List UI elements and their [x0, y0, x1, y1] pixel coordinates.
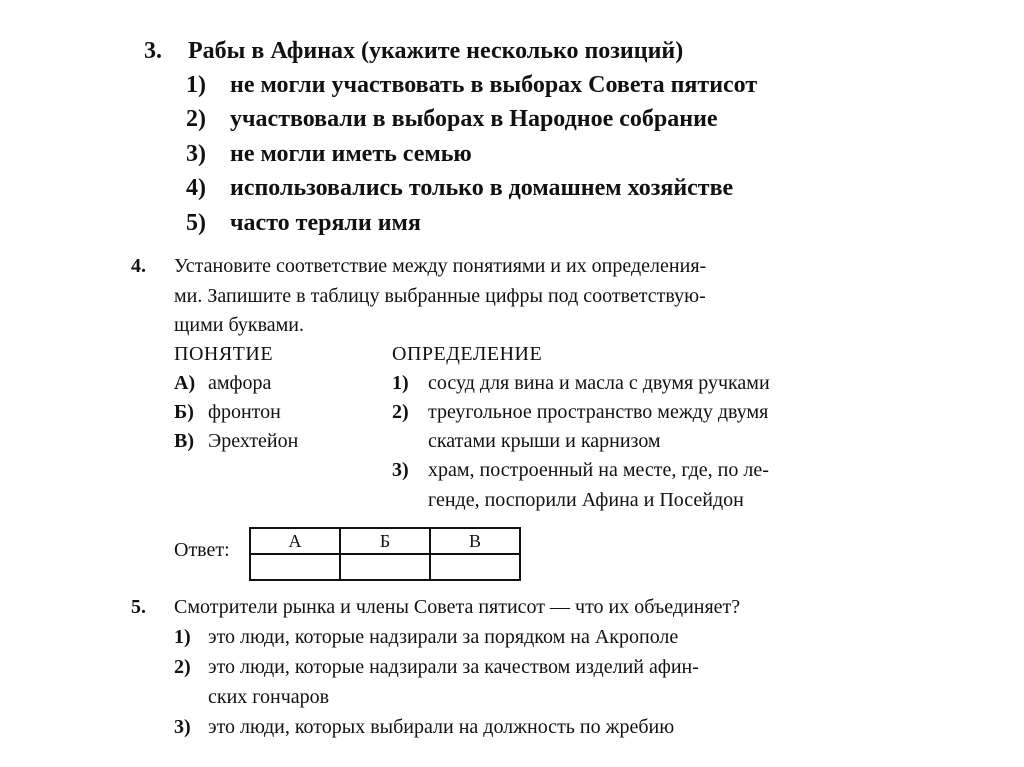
option-text: это люди, которые надзирали за качеством изделий афин- — [208, 656, 699, 678]
answer-cell-v[interactable] — [430, 554, 520, 580]
option-number: 3) — [174, 716, 191, 738]
question-5-title: Смотрители рынка и члены Совета пятисот — что их объединяет? — [174, 596, 741, 618]
option-text: не могли иметь семью — [230, 141, 472, 167]
question-5-number: 5. — [131, 596, 146, 618]
definition-2 — [392, 401, 768, 424]
option-number: 3) — [186, 141, 206, 167]
concept-letter: Б) — [174, 401, 194, 423]
option-text: это люди, которых выбирали на должность по жребию — [208, 716, 675, 738]
answer-table — [249, 527, 521, 581]
question-5-option-2 — [174, 656, 699, 679]
answer-col-b: Б — [340, 528, 430, 554]
definition-2-cont: скатами крыши и карнизом — [428, 430, 661, 452]
option-text: участвовали в выборах в Народное собрание — [230, 106, 718, 132]
definition-3 — [392, 459, 769, 482]
option-number: 5) — [186, 210, 206, 236]
option-number: 1) — [186, 72, 206, 98]
concept-text: фронтон — [208, 401, 281, 423]
question-3-number: 3. — [144, 38, 162, 64]
answer-col-v: В — [430, 528, 520, 554]
question-4-text-line-1: Установите соответствие между понятиями и их определения- — [174, 255, 707, 277]
definition-number: 2) — [392, 401, 409, 423]
concept-a — [174, 372, 271, 395]
definition-text: треугольное пространство между двумя — [428, 401, 769, 423]
answer-cell-a[interactable] — [250, 554, 340, 580]
answer-header-row — [250, 528, 520, 554]
concept-header: ПОНЯТИЕ — [174, 343, 274, 365]
definition-3-cont: генде, поспорили Афина и Посейдон — [428, 489, 744, 511]
question-4-number: 4. — [131, 255, 146, 277]
concept-letter: В) — [174, 430, 194, 452]
concept-v — [174, 430, 298, 453]
question-5-option-1 — [174, 626, 678, 649]
option-text: это люди, которые надзирали за порядком на Акрополе — [208, 626, 679, 648]
answer-cell-b[interactable] — [340, 554, 430, 580]
definition-header: ОПРЕДЕЛЕНИЕ — [392, 343, 543, 365]
answer-input-row — [250, 554, 520, 580]
concept-b — [174, 401, 281, 424]
question-3-option-1 — [186, 72, 757, 99]
definition-1 — [392, 372, 770, 395]
option-number: 2) — [186, 106, 206, 132]
definition-text: храм, построенный на месте, где, по ле- — [428, 459, 769, 481]
concept-text: Эрехтейон — [208, 430, 299, 452]
question-3-option-3 — [186, 141, 472, 168]
question-5-option-3 — [174, 716, 674, 739]
answer-col-a: А — [250, 528, 340, 554]
question-3-option-5 — [186, 210, 421, 237]
definition-number: 3) — [392, 459, 409, 481]
concept-letter: А) — [174, 372, 196, 394]
question-4-text-line-2: ми. Запишите в таблицу выбранные цифры под соответствую- — [174, 285, 706, 307]
definition-text: сосуд для вина и масла с двумя ручками — [428, 372, 770, 394]
question-5-option-2-cont: ских гончаров — [208, 686, 330, 708]
definition-number: 1) — [392, 372, 409, 394]
question-3-title-line — [144, 38, 683, 65]
question-3-title: Рабы в Афинах (укажите несколько позиций) — [188, 38, 684, 64]
option-number: 1) — [174, 626, 191, 648]
option-text: использовались только в домашнем хозяйстве — [230, 175, 734, 201]
option-text: часто теряли имя — [230, 210, 421, 236]
concept-text: амфора — [208, 372, 272, 394]
option-text: не могли участвовать в выборах Совета пятисот — [230, 72, 758, 98]
question-3-option-2 — [186, 106, 718, 133]
question-3-option-4 — [186, 175, 733, 202]
option-number: 2) — [174, 656, 191, 678]
option-number: 4) — [186, 175, 206, 201]
answer-label: Ответ: — [174, 539, 230, 561]
question-4-text-line-3: щими буквами. — [174, 314, 305, 336]
